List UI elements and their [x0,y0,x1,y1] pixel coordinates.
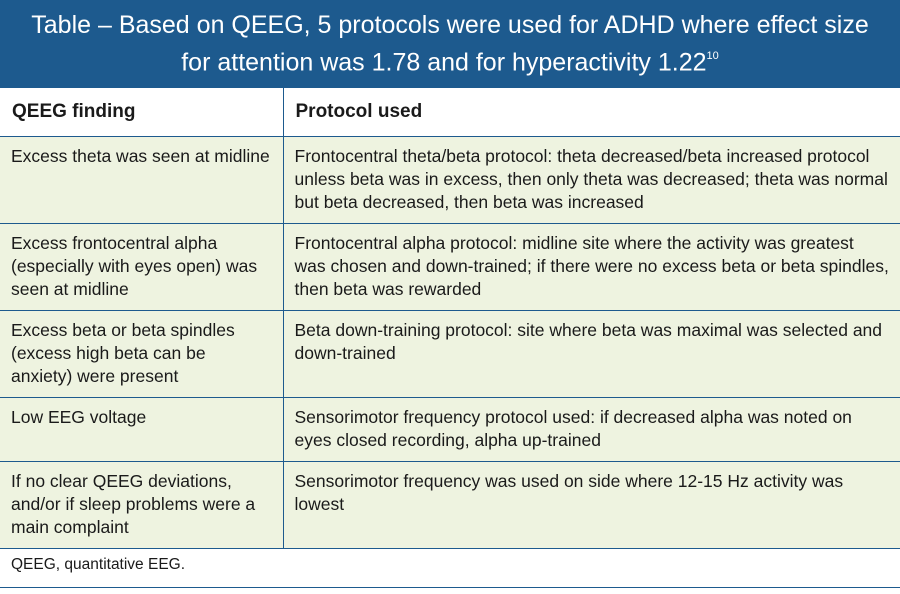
table-row [0,136,900,223]
qeeg-finding-cell: Low EEG voltage [0,397,283,461]
table-row [0,223,900,310]
qeeg-finding-cell: Excess beta or beta spindles (excess high beta can be anxiety) were present [0,310,283,397]
protocol-cell: Sensorimotor frequency protocol used: if decreased alpha was noted on eyes closed recording, alpha up-trained [283,397,900,461]
table-title-text: Table – Based on QEEG, 5 protocols were used for ADHD where effect size for attention was 1.78 and for hyperactivity 1.22 [31,10,869,77]
table-row [0,397,900,461]
protocol-cell: Sensorimotor frequency was used on side where 12-15 Hz activity was lowest [283,461,900,548]
table-title [0,0,900,88]
table-row [0,461,900,548]
qeeg-protocol-table [0,88,900,549]
qeeg-finding-cell: Excess theta was seen at midline [0,136,283,223]
reference-superscript: 10 [706,49,719,62]
table-footnote: QEEG, quantitative EEG. [0,548,900,588]
column-header-qeeg-finding: QEEG finding [0,88,283,136]
protocol-cell: Frontocentral alpha protocol: midline site where the activity was greatest was chosen and down-trained; if there were no excess beta or beta spindles, then beta was rewarded [283,223,900,310]
qeeg-finding-cell: Excess frontocentral alpha (especially with eyes open) was seen at midline [0,223,283,310]
table-row [0,310,900,397]
protocol-cell: Frontocentral theta/beta protocol: theta decreased/beta increased protocol unless beta was in excess, then only theta was decreased; theta was normal but beta decreased, then beta was increased [283,136,900,223]
protocol-cell: Beta down-training protocol: site where beta was maximal was selected and down-trained [283,310,900,397]
column-header-protocol-used: Protocol used [283,88,900,136]
table-header-row [0,88,900,136]
qeeg-finding-cell: If no clear QEEG deviations, and/or if sleep problems were a main complaint [0,461,283,548]
